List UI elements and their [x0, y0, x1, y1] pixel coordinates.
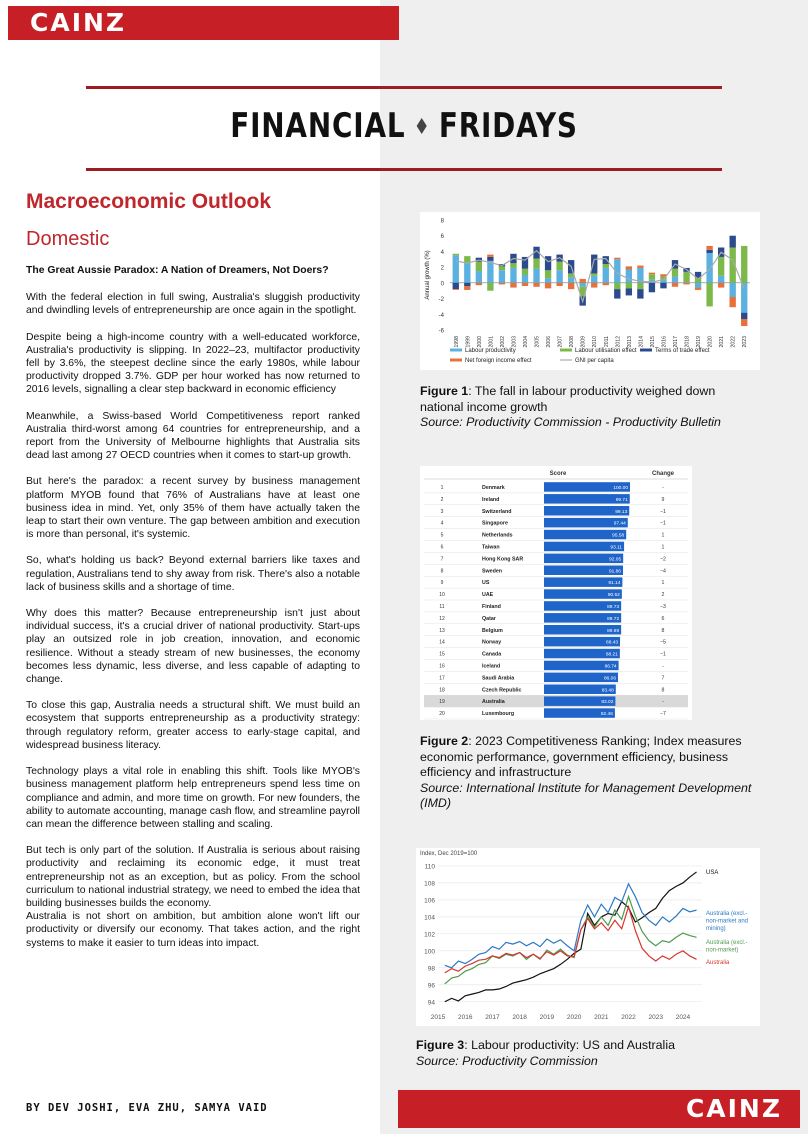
authors-byline: BY DEV JOSHI, EVA ZHU, SAMYA VAID: [26, 1102, 268, 1114]
bar-segment: [626, 270, 632, 283]
table-change: −1: [660, 508, 666, 515]
table-rank: 18: [439, 687, 445, 694]
table-rank: 15: [439, 651, 445, 658]
section-title: Macroeconomic Outlook: [26, 190, 272, 213]
bar-segment: [533, 259, 539, 269]
series-line: [445, 897, 697, 984]
table-score-value: 91.86: [608, 569, 621, 575]
bull-icon: ♦: [413, 115, 431, 140]
table-score-value: 88.43: [606, 640, 619, 646]
y-tick-label: -2: [438, 297, 444, 304]
bar-segment: [741, 313, 747, 319]
x-tick-label: 2023: [648, 1014, 663, 1021]
legend-swatch: [450, 359, 462, 362]
bar-segment: [510, 268, 516, 283]
figure-1-chart: [420, 212, 760, 370]
y-tick-label: 2: [440, 265, 444, 272]
bar-segment: [706, 246, 712, 250]
bar-segment: [487, 255, 493, 257]
y-tick-label: 96: [427, 982, 435, 990]
legend-label: Labour utilisation effect: [575, 348, 637, 354]
article-body: [26, 264, 360, 963]
figure-3-caption: [416, 1038, 758, 1069]
table-change: 9: [661, 496, 665, 503]
legend-label: Terms of trade effect: [655, 348, 710, 354]
legend-label: Labour productivity: [465, 348, 516, 354]
y-tick-label: 94: [427, 999, 435, 1007]
masthead-rule-top: [86, 86, 722, 89]
x-tick-label: 2019: [539, 1014, 555, 1021]
figure-3-chart: [416, 848, 760, 1026]
table-rank: 17: [439, 675, 445, 682]
table-country: Finland: [482, 604, 501, 610]
x-tick-label: 2004: [523, 336, 529, 348]
x-tick-label: 2011: [603, 336, 610, 348]
bar-segment: [683, 272, 689, 282]
x-tick-label: 2013: [626, 336, 633, 348]
table-rank: 20: [439, 711, 445, 718]
bar-segment: [672, 277, 678, 283]
table-country: Canada: [482, 651, 502, 658]
article-paragraph: To close this gap, Australia needs a structural shift. We must build an ecosystem that supports entrepreneurship as a productivity strategy: through regulatory reform, greater access to early-stage capital, and widespread business literacy.: [26, 700, 360, 751]
bar-segment: [510, 263, 516, 268]
table-change: −1: [660, 651, 666, 658]
figure-2-source: Source: International Institute for Management Development (IMD): [420, 780, 752, 811]
bar-segment: [626, 266, 632, 269]
bar-segment: [649, 273, 655, 275]
table-rank: 11: [439, 604, 445, 610]
table-header-score: Score: [549, 471, 567, 477]
x-tick-label: 2024: [675, 1014, 691, 1021]
table-country: UAE: [482, 592, 494, 599]
figure-1-text: : The fall in labour productivity weighed down national income growth: [420, 384, 716, 414]
bar-segment: [741, 283, 747, 313]
table-score-value: 89.73: [607, 605, 620, 610]
y-tick-label: -4: [438, 312, 444, 319]
table-country: Ireland: [482, 496, 500, 503]
legend-swatch: [450, 349, 462, 352]
table-score-value: 99.13: [615, 509, 628, 515]
y-tick-label: 0: [440, 281, 444, 288]
figure-2-text: : 2023 Competitiveness Ranking; Index measures economic performance, government efficiency, business efficiency and infrastructure: [420, 734, 742, 780]
bar-segment: [741, 319, 747, 326]
bar-segment: [522, 269, 528, 275]
figure-3-source: Source: Productivity Commission: [416, 1053, 598, 1068]
x-tick-label: 2016: [457, 1014, 473, 1021]
article-paragraph: Despite being a high-income country with a well-educated workforce, Australia's productivity is slipping. In 2022–23, multifactor productivity fell by 3.6%, the steepest decline since the early 1980s, while labour productivity dropped 3.7%. GDP per hour worked has now returned to 2016 levels, signalling a clear step backward in economic efficiency: [26, 331, 360, 396]
bar-segment: [476, 283, 482, 285]
bar-segment: [730, 283, 736, 297]
x-tick-label: 1999: [465, 336, 472, 348]
table-score-value: 86.06: [603, 676, 617, 682]
productivity-growth-bar-chart: [420, 212, 760, 370]
figure-3-label: Figure 3: [416, 1038, 465, 1052]
x-tick-label: 2021: [719, 336, 726, 348]
table-score-value: 83.02: [601, 700, 614, 706]
bar-segment: [476, 271, 482, 283]
table-rank: 8: [440, 568, 444, 575]
table-score-value: 99.71: [615, 497, 628, 503]
bar-segment: [499, 266, 505, 270]
x-tick-label: 2017: [485, 1014, 500, 1021]
table-change: −2: [660, 556, 666, 563]
table-change: 8: [661, 627, 665, 634]
bar-segment: [591, 276, 597, 283]
table-change: 6: [661, 615, 665, 622]
table-country: Taiwan: [482, 544, 500, 551]
y-tick-label: 110: [424, 863, 435, 871]
bar-segment: [591, 283, 597, 288]
table-country: Iceland: [482, 663, 501, 670]
table-score-value: 92.05: [609, 557, 622, 563]
x-tick-label: 2022: [730, 336, 737, 348]
table-rank: 2: [440, 496, 444, 503]
series-line: [445, 872, 697, 1002]
table-score-value: 90.52: [607, 593, 620, 599]
table-country: Czech Republic: [482, 687, 522, 694]
table-score-value: 95.58: [612, 533, 625, 539]
table-country: Denmark: [482, 485, 505, 491]
bar-segment: [637, 283, 643, 289]
table-change: −3: [660, 604, 666, 610]
y-tick-label: 100: [424, 948, 435, 956]
table-rank: 7: [440, 556, 444, 563]
table-score-value: 91.14: [608, 581, 621, 587]
bar-segment: [730, 297, 736, 307]
table-score-value: 83.48: [601, 688, 614, 694]
y-tick-label: 102: [424, 931, 435, 939]
table-country: Belgium: [482, 627, 503, 634]
x-tick-label: 2021: [594, 1014, 609, 1021]
article-paragraph: Australia is not short on ambition, but ambition alone won't lift our productivity or diversify our economy. That takes action, and the right systems to make it easier to turn ideas into impact.: [26, 911, 360, 949]
bar-segment: [487, 261, 493, 283]
table-change: -: [662, 699, 664, 706]
brand-banner-top: CAINZ: [8, 6, 399, 40]
bar-segment: [706, 253, 712, 283]
bar-segment: [603, 283, 609, 285]
bar-segment: [533, 283, 539, 287]
bar-segment: [453, 255, 459, 283]
table-country: Luxembourg: [482, 711, 515, 718]
table-change: -: [662, 663, 664, 670]
section-subtitle: Domestic: [26, 228, 110, 250]
x-tick-label: 2007: [557, 336, 564, 348]
table-score-value: 88.21: [605, 652, 618, 658]
bar-segment: [741, 246, 747, 283]
figure-1-label: Figure 1: [420, 384, 469, 398]
bar-segment: [603, 268, 609, 283]
bar-segment: [545, 278, 551, 283]
table-score-value: 97.44: [613, 521, 626, 527]
article-paragraph: Technology plays a vital role in enabling this shift. Tools like MYOB's business management platform help entrepreneurs spend less time on compliance and admin, and more time on growth. For new founders, the ability to automate accounting, manage cash flow, and streamline payroll can mean the difference between stalling and scaling.: [26, 766, 360, 830]
bar-segment: [649, 274, 655, 280]
bar-segment: [614, 289, 620, 298]
table-change: 2: [661, 592, 665, 599]
article-paragraph: Meanwhile, a Swiss-based World Competitiveness report ranked Australia third-worst among 64 countries for entrepreneurship, and a report from the University of Melbourne highlights that Australia sits dead last among 27 OECD countries when it comes to start-up growth.: [26, 410, 360, 462]
bar-segment: [672, 269, 678, 277]
bar-segment: [487, 283, 493, 291]
bar-segment: [637, 289, 643, 298]
competitiveness-ranking-table: [420, 466, 692, 720]
bar-segment: [556, 262, 562, 271]
table-change: 7: [661, 675, 665, 682]
legend-swatch: [640, 349, 652, 352]
x-tick-label: 2015: [649, 336, 656, 348]
bar-segment: [695, 283, 701, 288]
x-tick-label: 2003: [511, 336, 518, 348]
series-line: [445, 884, 697, 968]
bar-segment: [603, 256, 609, 264]
bar-segment: [453, 289, 459, 290]
bar-segment: [568, 283, 574, 289]
bar-segment: [706, 250, 712, 253]
table-rank: 6: [440, 544, 444, 551]
figure-2-label: Figure 2: [420, 734, 469, 748]
bar-segment: [695, 288, 701, 290]
table-change: 8: [661, 687, 665, 694]
masthead-left: FINANCIAL: [230, 106, 406, 146]
table-country: Saudi Arabia: [482, 675, 515, 682]
masthead: [143, 106, 665, 146]
x-tick-label: 2020: [707, 336, 714, 348]
figure-2-table: [420, 466, 692, 720]
bar-segment: [499, 283, 505, 285]
bar-segment: [683, 283, 689, 285]
y-axis-label: Annual growth (%): [425, 250, 431, 300]
table-rank: 14: [439, 639, 445, 646]
table-country: Norway: [482, 639, 502, 646]
table-rank: 9: [440, 580, 444, 587]
table-country: Sweden: [482, 568, 503, 575]
table-country: Australia: [482, 699, 505, 706]
x-tick-label: 2015: [430, 1014, 446, 1021]
bar-segment: [660, 283, 666, 289]
bar-segment: [683, 282, 689, 283]
bar-segment: [580, 283, 586, 287]
bar-segment: [464, 283, 470, 286]
bar-segment: [614, 258, 620, 260]
bar-segment: [591, 255, 597, 274]
table-score-value: 82.46: [600, 712, 613, 718]
table-rank: 10: [439, 592, 445, 599]
table-change: 1: [661, 544, 665, 551]
table-change: 1: [661, 580, 665, 587]
labour-productivity-line-chart: [416, 848, 760, 1026]
x-tick-label: 2006: [546, 336, 553, 348]
bar-segment: [453, 283, 459, 289]
table-change: -: [662, 485, 664, 491]
table-rank: 5: [440, 532, 444, 539]
bar-segment: [730, 236, 736, 248]
y-tick-label: 106: [424, 897, 435, 905]
table-rank: 3: [440, 508, 444, 515]
series-label: Australia (excl.-non-market): [706, 940, 748, 954]
table-rank: 4: [440, 520, 444, 527]
bar-segment: [718, 276, 724, 283]
y-tick-label: 6: [440, 234, 444, 241]
y-tick-label: 98: [427, 965, 435, 973]
table-score-value: 86.74: [604, 664, 617, 670]
bar-segment: [718, 257, 724, 276]
table-country: Singapore: [482, 520, 508, 527]
table-score-value: 89.69: [607, 628, 620, 634]
bar-segment: [568, 277, 574, 283]
table-rank: 12: [439, 615, 445, 622]
article-headline: The Great Aussie Paradox: A Nation of Dreamers, Not Doers?: [26, 265, 329, 276]
bar-segment: [706, 283, 712, 307]
bar-segment: [556, 270, 562, 283]
y-tick-label: -6: [438, 328, 444, 335]
bar-segment: [545, 256, 551, 270]
x-tick-label: 2023: [742, 336, 749, 348]
table-country: US: [482, 580, 490, 587]
table-score-value: 89.72: [607, 616, 620, 622]
table-country: Qatar: [482, 615, 496, 622]
bar-segment: [464, 286, 470, 290]
x-tick-label: 2002: [499, 336, 506, 348]
x-tick-label: 2005: [534, 336, 541, 348]
brand-banner-bottom: CAINZ: [398, 1090, 800, 1128]
figure-1-source: Source: Productivity Commission - Productivity Bulletin: [420, 415, 721, 430]
y-tick-label: 8: [440, 218, 444, 225]
x-tick-label: 1998: [453, 336, 460, 348]
x-tick-label: 2012: [615, 336, 622, 348]
masthead-right: FRIDAYS: [438, 106, 578, 146]
bar-segment: [626, 288, 632, 295]
x-tick-label: 2017: [673, 336, 679, 348]
table-change: −1: [660, 520, 666, 527]
table-country: Netherlands: [482, 532, 513, 539]
table-change: 1: [661, 532, 665, 539]
article-paragraph: So, what's holding us back? Beyond external barriers like taxes and regulation, Australians tend to shy away from risk. There's also a notable lack of business skills and a shortage of time.: [26, 555, 360, 593]
x-tick-label: 2022: [621, 1014, 636, 1021]
table-rank: 19: [439, 699, 445, 706]
table-rank: 13: [439, 627, 445, 634]
bar-segment: [533, 269, 539, 283]
table-change: −5: [660, 639, 666, 646]
bar-segment: [464, 262, 470, 282]
masthead-rule-bottom: [86, 168, 722, 171]
article-paragraph: With the federal election in full swing, Australia's sluggish productivity and dwindling levels of entrepreneurship are once again in the spotlight.: [26, 292, 360, 317]
bar-segment: [556, 283, 562, 286]
bar-segment: [545, 270, 551, 278]
bar-segment: [522, 275, 528, 283]
bar-segment: [637, 266, 643, 268]
x-tick-label: 2008: [569, 336, 576, 348]
bar-segment: [453, 254, 459, 256]
x-tick-label: 2018: [684, 336, 691, 348]
x-tick-label: 2016: [661, 336, 668, 348]
bar-segment: [626, 283, 632, 289]
bar-segment: [499, 270, 505, 283]
figure-3-text: : Labour productivity: US and Australia: [464, 1038, 675, 1052]
table-score-value: 100.00: [613, 486, 628, 491]
figure-1-caption: [420, 384, 762, 431]
table-rank: 16: [439, 663, 445, 670]
y-tick-label: 104: [424, 914, 435, 922]
x-tick-label: 2000: [476, 336, 483, 348]
figure-2-caption: [420, 734, 762, 812]
bar-segment: [603, 264, 609, 268]
x-tick-label: 2019: [696, 336, 703, 348]
bar-segment: [591, 273, 597, 275]
x-tick-label: 2020: [566, 1014, 582, 1021]
bar-segment: [672, 283, 678, 287]
x-tick-label: 2001: [488, 336, 495, 348]
series-label: Australia: [706, 960, 730, 966]
x-tick-label: 2009: [580, 336, 587, 348]
y-tick-label: 108: [424, 880, 435, 888]
y-tick-label: 4: [440, 249, 444, 256]
bar-segment: [487, 257, 493, 261]
article-paragraph: Why does this matter? Because entrepreneurship isn't just about individual success, it's a crucial driver of national productivity. Start-ups play an outsized role in job creation, innovation, and economic resilience. Without a steady stream of new businesses, the economy becomes less dynamic, less diverse, and less capable of adapting to change.: [26, 608, 360, 686]
y-axis-label: Index, Dec 2019=100: [420, 851, 478, 857]
table-header-change: Change: [651, 471, 675, 477]
bar-segment: [464, 256, 470, 262]
x-tick-label: 2014: [638, 336, 645, 348]
bar-segment: [614, 283, 620, 289]
bar-segment: [522, 283, 528, 286]
bar-segment: [718, 283, 724, 288]
legend-swatch: [560, 349, 572, 352]
x-tick-label: 2018: [512, 1014, 527, 1021]
table-score-value: 93.11: [610, 545, 623, 551]
x-tick-label: 2010: [592, 336, 599, 348]
table-change: −7: [660, 711, 666, 718]
series-label: USA: [706, 870, 719, 876]
table-change: −4: [660, 568, 666, 575]
article-paragraph: But tech is only part of the solution. If Australia is serious about raising productivity and reclaiming its economic edge, it must treat entrepreneurship not as an exception, but as policy. From the school curriculum to national industrial strategy, we need to embed the idea that building businesses builds the economy.: [26, 845, 360, 909]
article-paragraph: But here's the paradox: a recent survey by business management platform MYOB found that 76% of Australians have at least one business idea in mind. Yet, only 35% of them have actually taken the leap to start their own venture. The gap between ambition and execution is more than personal, it's systemic.: [26, 476, 360, 541]
table-rank: 1: [440, 485, 444, 491]
legend-label: GNI per capita: [575, 358, 614, 364]
series-label: Australia (excl.-non-market and mining): [706, 911, 749, 932]
table-country: Hong Kong SAR: [482, 556, 524, 563]
bar-segment: [510, 283, 516, 288]
bar-segment: [476, 262, 482, 271]
legend-label: Net foreign income effect: [465, 358, 532, 364]
bar-segment: [649, 283, 655, 292]
bar-segment: [545, 283, 551, 289]
table-country: Switzerland: [482, 508, 512, 515]
bar-segment: [580, 279, 586, 283]
